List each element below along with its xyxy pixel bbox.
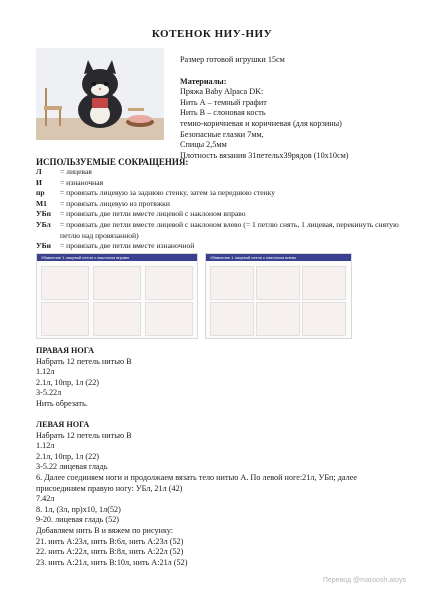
decrease-left-diagram xyxy=(205,253,352,339)
abbreviation-desc: = провязать две петли вместе лицевой с наклоном вправо xyxy=(60,209,246,219)
diagram-step-cell xyxy=(210,302,254,336)
abbreviation-desc: = провязать две петли вместе изнаночной xyxy=(60,241,195,251)
instruction-line: Набрать 12 петель нитью В xyxy=(36,430,132,440)
instruction-line: 23. нить А:21л, нить В:10л, нить А:21л (52) xyxy=(36,557,188,567)
section-heading: ПРАВАЯ НОГА xyxy=(36,346,95,355)
instruction-line: Набрать 12 петель нитью В xyxy=(36,356,132,366)
kitten-illustration xyxy=(36,48,164,140)
abbreviations-heading: ИСПОЛЬЗУЕМЫЕ СОКРАЩЕНИЯ: xyxy=(36,157,189,167)
materials-line: Пряжа Baby Alpaca DK: xyxy=(180,87,264,97)
page-title: КОТЕНОК НИУ-НИУ xyxy=(151,28,273,40)
diagram-step-cell xyxy=(145,302,193,336)
abbreviation-key: УБи xyxy=(36,241,51,251)
right-leg-section xyxy=(36,346,406,410)
materials-line: Нить В – слоновая кость xyxy=(180,108,266,118)
materials-line: Плотность вязания 31петельх39рядов (10х10см) xyxy=(180,150,349,160)
abbreviation-desc: = изнаночная xyxy=(60,177,104,187)
instruction-line: 1.12л xyxy=(36,441,55,451)
diagram-step-cell xyxy=(302,302,346,336)
materials-line: Безопасные глазки 7мм, xyxy=(180,129,264,139)
instruction-line: 6. Далее соединяем ноги и продолжаем вязать тело нитью А. По левой ноге:21л, УБп; далее присоединяем правую ногу: УБл, 21л (42) xyxy=(36,472,357,493)
instruction-line: 2.1л, 10пр, 1л (22) xyxy=(36,377,100,387)
translator-watermark: Перевод @maroosh.atoys xyxy=(322,577,406,584)
left-leg-section xyxy=(36,420,406,568)
instruction-line: 9-20. лицевая гладь (52) xyxy=(36,515,120,525)
abbreviation-key: М1 xyxy=(36,198,47,208)
abbreviation-item xyxy=(36,241,406,252)
instruction-line: 21. нить А:23л, нить В:6л, нить А:23л (52) xyxy=(36,536,184,546)
diagram-header: Убавление 1 лицевой петли с наклоном влево xyxy=(206,254,351,261)
abbreviation-item xyxy=(36,167,406,178)
abbreviation-item xyxy=(36,178,406,189)
abbreviation-key: Л xyxy=(36,167,42,176)
abbreviations-list xyxy=(36,167,406,252)
abbreviation-desc: = провязать лицевую за заднюю стенку, затем за переднюю стенку xyxy=(60,188,276,198)
diagram-step-cell xyxy=(210,266,254,300)
diagram-step-cell xyxy=(145,266,193,300)
abbreviation-item xyxy=(36,220,406,241)
abbreviation-key: УБл xyxy=(36,219,51,229)
abbreviation-desc: = провязать лицевую из протяжки xyxy=(60,198,170,208)
kitten-photo xyxy=(36,48,164,140)
diagram-step-cell xyxy=(256,266,300,300)
diagram-step-cell xyxy=(41,302,89,336)
abbreviation-key: УБп xyxy=(36,209,51,219)
abbreviation-desc: = лицевая xyxy=(60,167,92,176)
diagram-step-cell xyxy=(302,266,346,300)
instruction-line: 22. нить А:22л, нить В:8л, нить А:22л (52) xyxy=(36,547,184,557)
abbreviation-item xyxy=(36,209,406,220)
abbreviation-key: И xyxy=(36,177,42,187)
abbreviation-item xyxy=(36,199,406,210)
materials-line: темно-коричневая и коричневая (для корзины) xyxy=(180,118,342,128)
materials-line: Нить А – темный графит xyxy=(180,97,267,107)
materials-heading: Материалы: xyxy=(180,76,227,86)
materials-line: Спицы 2,5мм xyxy=(180,140,227,150)
instruction-line: 2.1л, 10пр, 1л (22) xyxy=(36,451,100,461)
instruction-line: 8. 1л, (3л, пр)х10, 1л(52) xyxy=(36,504,121,514)
toy-size: Размер готовой игрушки 15см xyxy=(180,55,285,64)
instruction-line: 7.42л xyxy=(36,494,55,504)
diagram-step-cell xyxy=(256,302,300,336)
instruction-line: 3-5.22л xyxy=(36,388,62,398)
materials-block xyxy=(180,55,410,161)
instruction-line: Нить обрезать. xyxy=(36,398,88,408)
abbreviation-desc: = провязать две петли вместе лицевой с наклоном влево (= 1 петлю снять, 1 лицевая, перекинуть снятую петлю над провязанной) xyxy=(60,219,399,240)
instruction-line: 1.12л xyxy=(36,367,55,377)
instruction-line: 3-5.22 лицевая гладь xyxy=(36,462,108,472)
diagram-step-cell xyxy=(41,266,89,300)
diagram-step-cell xyxy=(93,302,141,336)
decrease-right-diagram xyxy=(36,253,198,339)
section-heading: ЛЕВАЯ НОГА xyxy=(36,420,90,429)
abbreviation-key: пр xyxy=(36,188,45,198)
abbreviation-item xyxy=(36,188,406,199)
diagram-header: Убавление 1 лицевой петли с наклоном вправо xyxy=(37,254,197,261)
diagram-step-cell xyxy=(93,266,141,300)
instruction-line: Добавляем нить В и вяжем по рисунку: xyxy=(36,525,174,535)
